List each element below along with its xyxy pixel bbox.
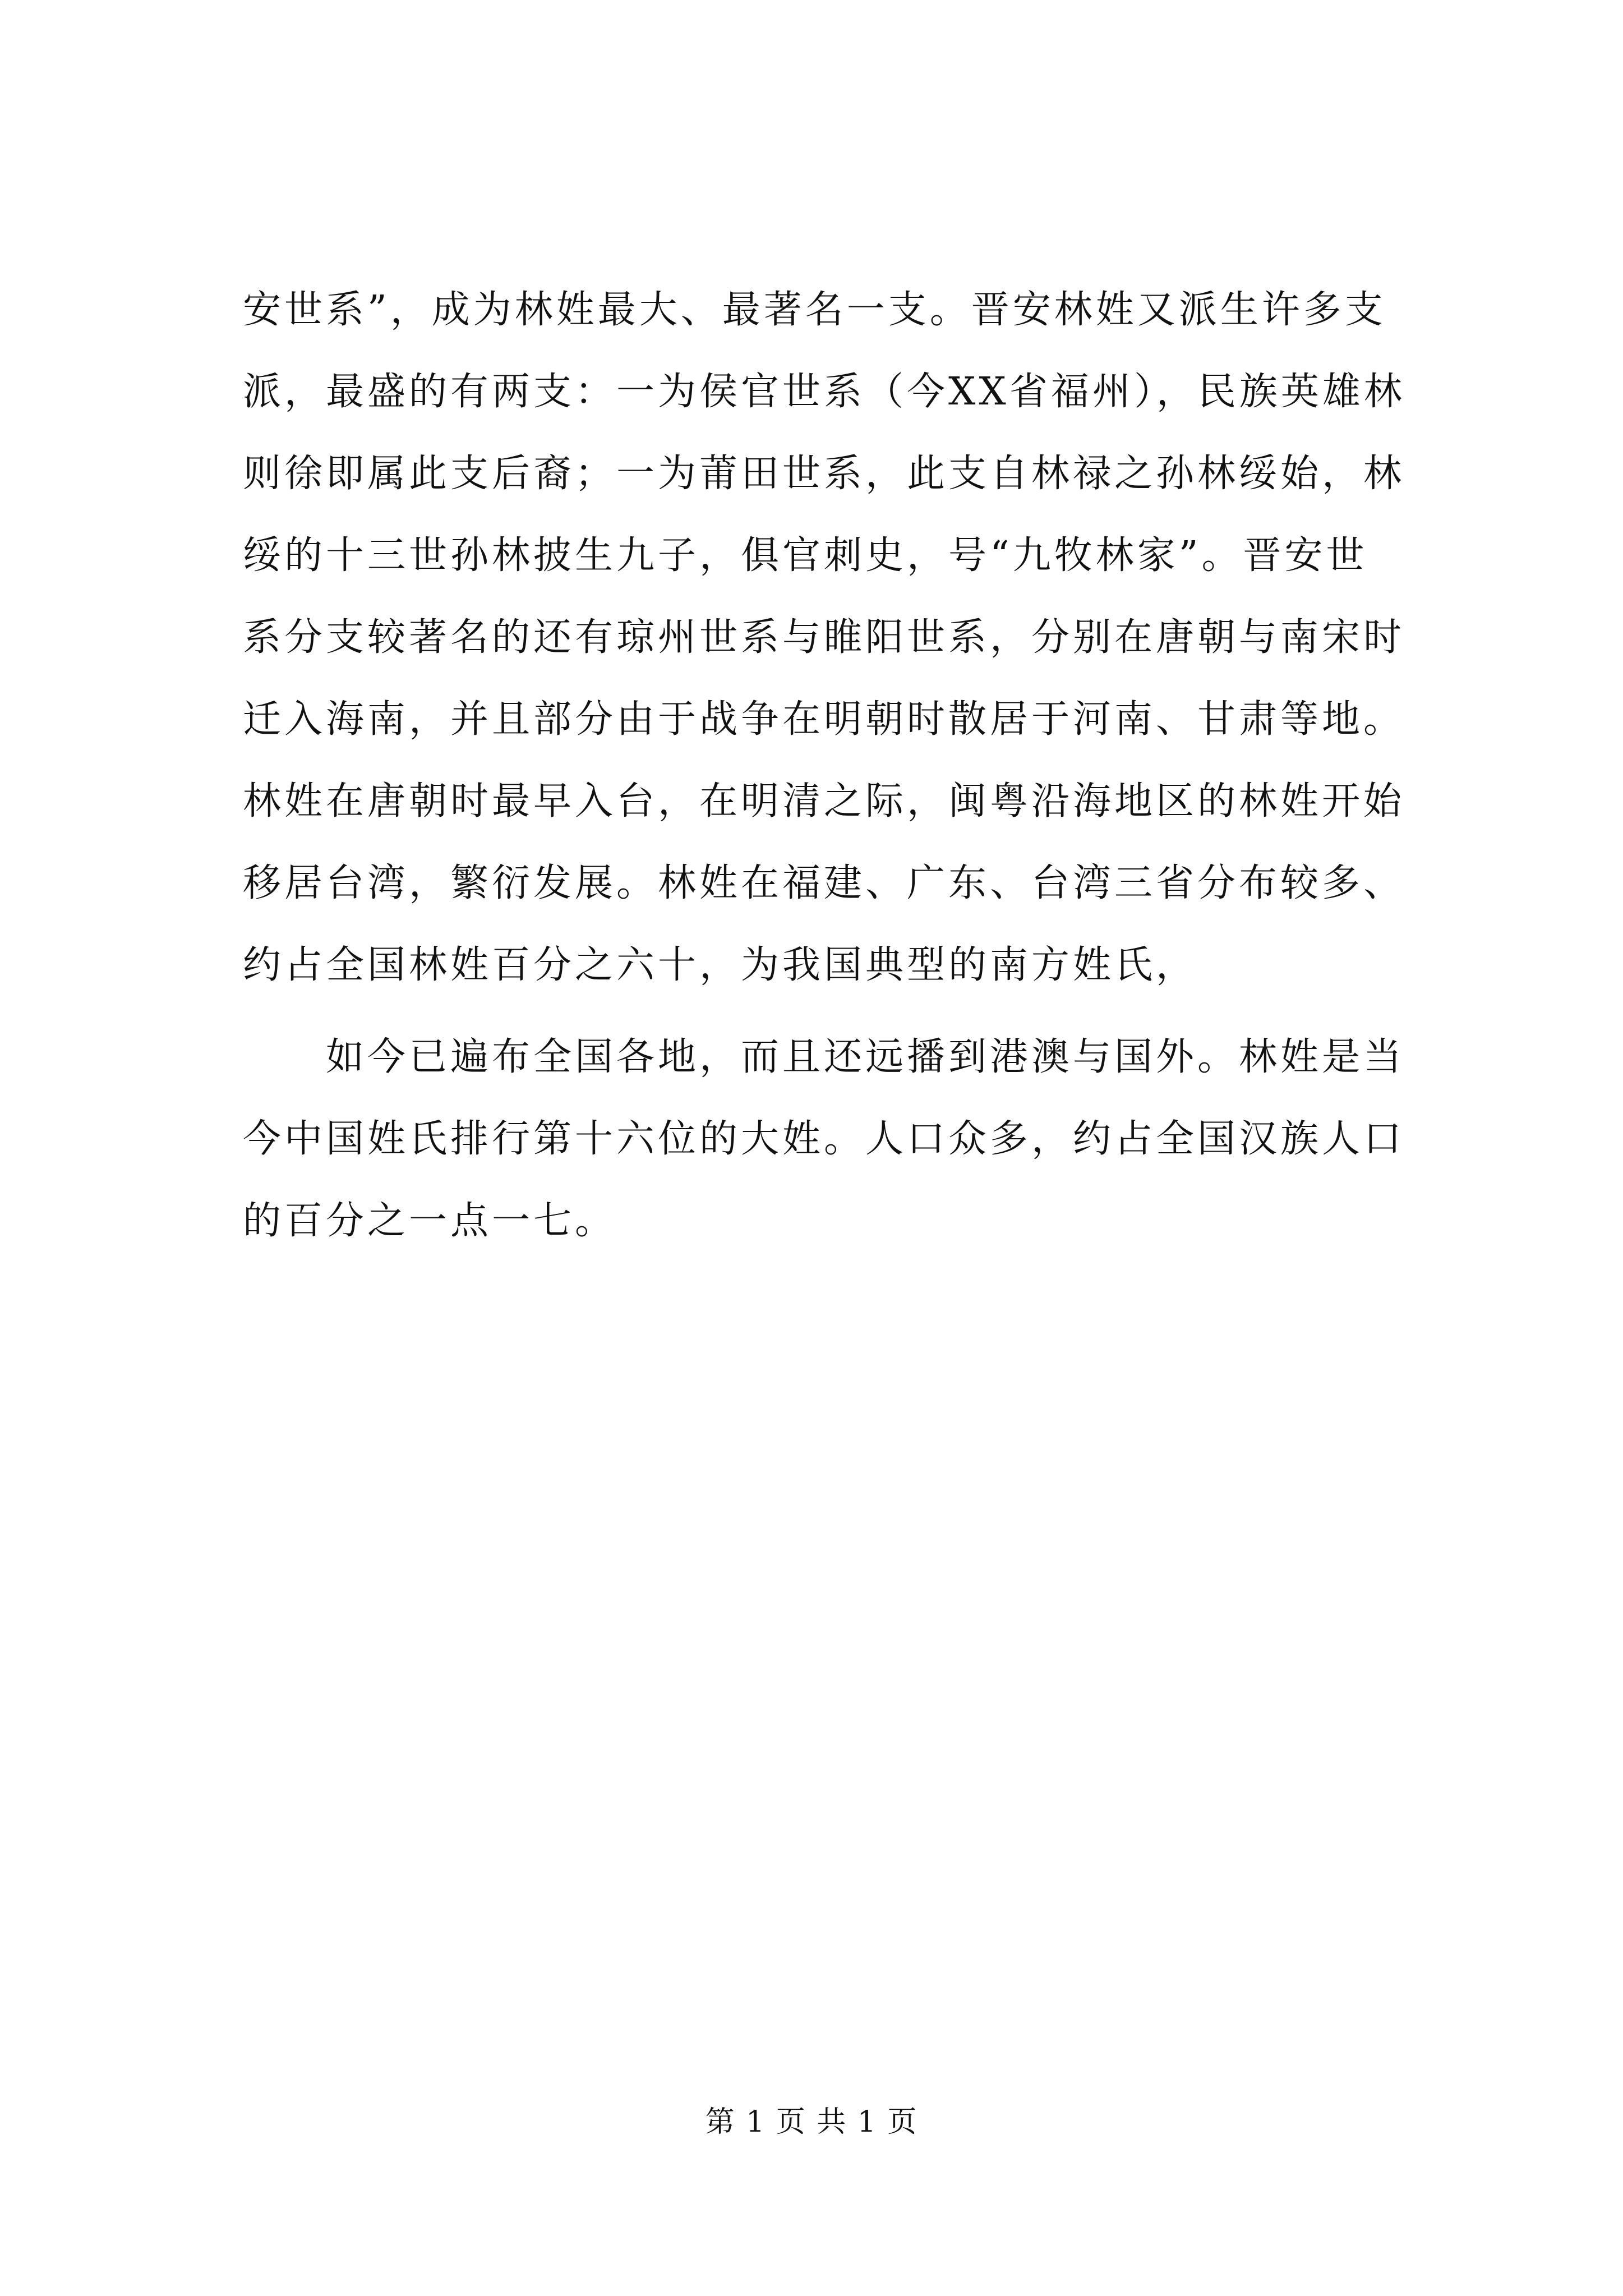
text-line: 迁入海南，并且部分由于战争在明朝时散居于河南、甘肃等地。 <box>243 697 1405 742</box>
text-line: 派，最盛的有两支：一为侯官世系（今XX省福州），民族英雄林 <box>243 370 1405 414</box>
text-line: 如今已遍布全国各地，而且还远播到港澳与国外。林姓是当 <box>326 1035 1405 1079</box>
text-line: 安世系”，成为林姓最大、最著名一支。晋安林姓又派生许多支 <box>243 288 1386 332</box>
text-line: 约占全国林姓百分之六十，为我国典型的南方姓氏， <box>243 943 1198 987</box>
text-line: 系分支较著名的还有琼州世系与睢阳世系，分别在唐朝与南宋时 <box>243 615 1405 660</box>
paragraph-1 <box>243 269 1409 1006</box>
text-line: 则徐即属此支后裔；一为莆田世系，此支自林禄之孙林绥始，林 <box>243 452 1405 496</box>
text-line: 绥的十三世孙林披生九子，俱官刺史，号“九牧林家”。晋安世 <box>243 533 1368 578</box>
text-line: 林姓在唐朝时最早入台，在明清之际，闽粤沿海地区的林姓开始 <box>243 779 1405 823</box>
text-line: 今中国姓氏排行第十六位的大姓。人口众多，约占全国汉族人口 <box>243 1117 1405 1161</box>
document-body <box>243 269 1409 1262</box>
paragraph-spacer <box>243 1006 1409 1016</box>
text-line: 的百分之一点一七。 <box>243 1199 617 1243</box>
text-line: 移居台湾，繁衍发展。林姓在福建、广东、台湾三省分布较多、 <box>243 861 1405 905</box>
page-number-footer: 第 1 页 共 1 页 <box>705 2105 918 2139</box>
paragraph-2 <box>243 1016 1409 1262</box>
